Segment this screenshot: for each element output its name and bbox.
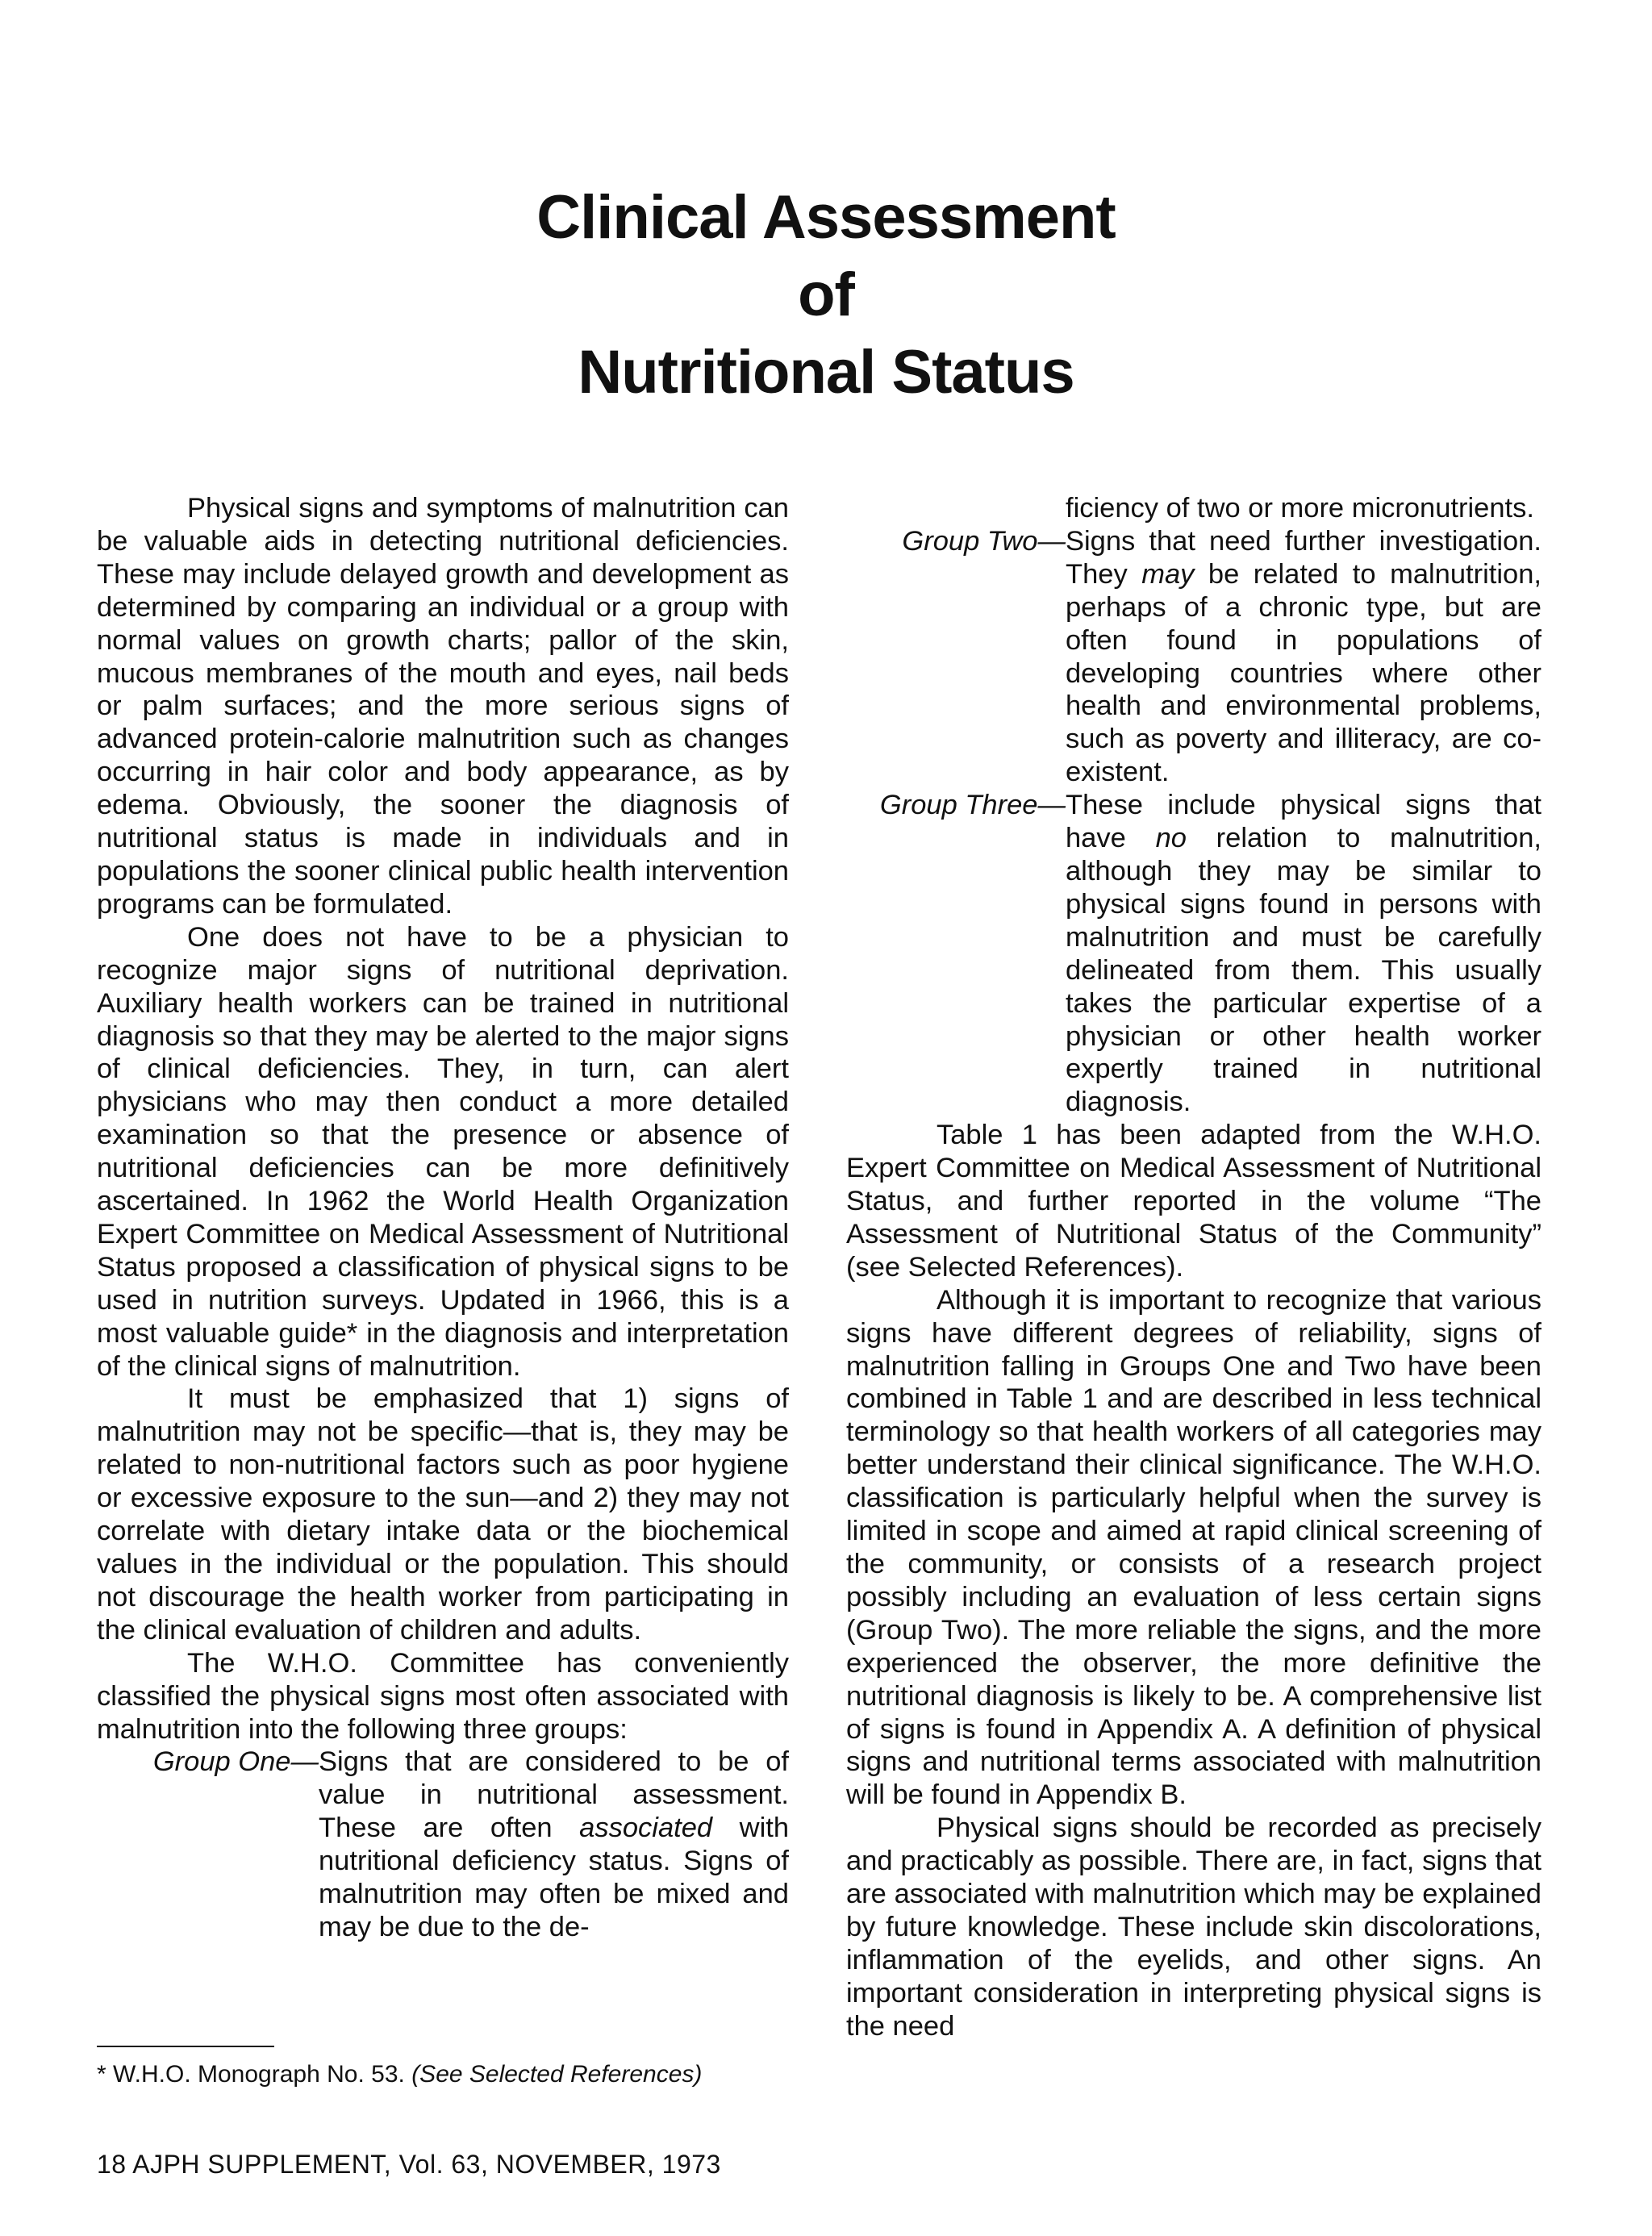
group-two-entry [846, 525, 1541, 789]
group-two-text-b: be related to malnutrition, perhaps of a chronic type, but are often found in populations of developing countries where other health and environmental problems, such as poverty and illiteracy, are co-existent. [1066, 558, 1541, 788]
group-one-text [319, 1746, 789, 1943]
group-one-emphasis: associated [579, 1813, 713, 1844]
group-three-text-a: These include physical signs that have [1066, 790, 1541, 854]
right-paragraph-3: Physical signs should be recorded as precisely and practicably as possible. There are, in fact, signs that are associated with malnutrition which may be explained by future knowledge. These include skin discolorations, inflammation of the eyelids, and other signs. An important consideration in interpreting physical signs is the need [846, 1813, 1541, 2042]
title-line-3: Nutritional Status [578, 338, 1074, 407]
group-three-text [1066, 789, 1541, 1119]
group-two-emphasis: may [1141, 558, 1195, 590]
title-line-2: of [798, 261, 854, 329]
group-three-label: Group Three— [879, 790, 1066, 821]
right-paragraph-1: Table 1 has been adapted from the W.H.O. Expert Committee on Medical Assessment of Nutritional Status, and further reported in the volume “The Assessment of Nutritional Status of the Community” (see Selected References). [846, 1120, 1541, 1283]
group-one-entry [97, 1746, 789, 1943]
right-column [846, 492, 1541, 2043]
left-paragraph-2: One does not have to be a physician to recognize major signs of nutritional deprivation. Auxiliary health workers can be trained in nutritional diagnosis so that they may be alerted to the major signs of clinical deficiencies. They, in turn, can alert physicians who may then conduct a more detailed examination so that the presence or absence of nutritional deficiencies can be more definitively ascertained. In 1962 the World Health Organization Expert Committee on Medical Assessment of Nutritional Status proposed a classification of physical signs to be used in nutrition surveys. Updated in 1966, this is a most valuable guide* in the diagnosis and interpretation of the clinical signs of malnutrition. [97, 921, 789, 1382]
title-line-1: Clinical Assessment [536, 183, 1116, 252]
right-paragraph-2: Although it is important to recognize that various signs have different degrees of reliability, signs of malnutrition falling in Groups One and Two have been combined in Table 1 and are described in less technical terminology so that health workers of all categories may better understand their clinical significance. The W.H.O. classification is particularly helpful when the survey is limited in scope and aimed at rapid clinical screening of the community, or consists of a research project possibly including an evaluation of less certain signs (Group Two). The more reliable the signs, and the more experienced the observer, the more definitive the nutritional diagnosis is likely to be. A comprehensive list of signs is found in Appendix A. A definition of physical signs and nutritional terms associated with malnutrition will be found in Appendix B. [846, 1284, 1541, 1811]
left-paragraph-1: Physical signs and symptoms of malnutrition can be valuable aids in detecting nutritional deficiencies. These may include delayed growth and development as determined by comparing an individual or a group with normal values on growth charts; pallor of the skin, mucous membranes of the mouth and eyes, nail beds or palm surfaces; and the more serious signs of advanced protein-calorie malnutrition such as changes occurring in hair color and body appearance, as by edema. Obviously, the sooner the diagnosis of nutritional status is made in individuals and in populations the sooner clinical public health intervention programs can be formulated. [97, 493, 789, 920]
page-footer: 18 AJPH SUPPLEMENT, Vol. 63, NOVEMBER, 1973 [97, 2150, 721, 2179]
article-title [0, 179, 1652, 411]
footnote-rule [97, 2046, 274, 2047]
left-column [97, 492, 789, 1944]
group-three-entry [846, 789, 1541, 1119]
footnote-text: * W.H.O. Monograph No. 53. [97, 2061, 412, 2088]
group-one-text-b: with nutritional deficiency status. Signs of malnutrition may often be mixed and may be due to the de- [319, 1813, 789, 1942]
group-one-continuation: ficiency of two or more micronutrients. [1066, 493, 1534, 524]
group-one-text-a: Signs that are considered to be of value in nutritional assessment. These are often [319, 1746, 789, 1844]
group-two-text [1066, 525, 1541, 789]
group-two-label: Group Two— [902, 525, 1066, 557]
group-three-emphasis: no [1155, 823, 1187, 854]
left-paragraph-4: The W.H.O. Committee has conveniently classified the physical signs most often associated with malnutrition into the following three groups: [97, 1647, 789, 1745]
footnote [97, 2060, 702, 2089]
group-one-label: Group One— [152, 1746, 319, 1778]
group-two-text-a: Signs that need further investigation. They [1066, 525, 1541, 590]
group-three-text-b: relation to malnutrition, although they may be similar to physical signs found in persons with malnutrition and must be carefully delineated from them. This usually takes the particular expertise of a physician or other health worker expertly trained in nutritional diagnosis. [1066, 823, 1541, 1118]
footnote-reference: (See Selected References) [411, 2061, 703, 2088]
left-paragraph-3: It must be emphasized that 1) signs of malnutrition may not be specific—that is, they may be related to non-nutritional factors such as poor hygiene or excessive exposure to the sun—and 2) they may not correlate with dietary intake data or the biochemical values in the individual or the population. This should not discourage the health worker from participating in the clinical evaluation of children and adults. [97, 1383, 789, 1646]
